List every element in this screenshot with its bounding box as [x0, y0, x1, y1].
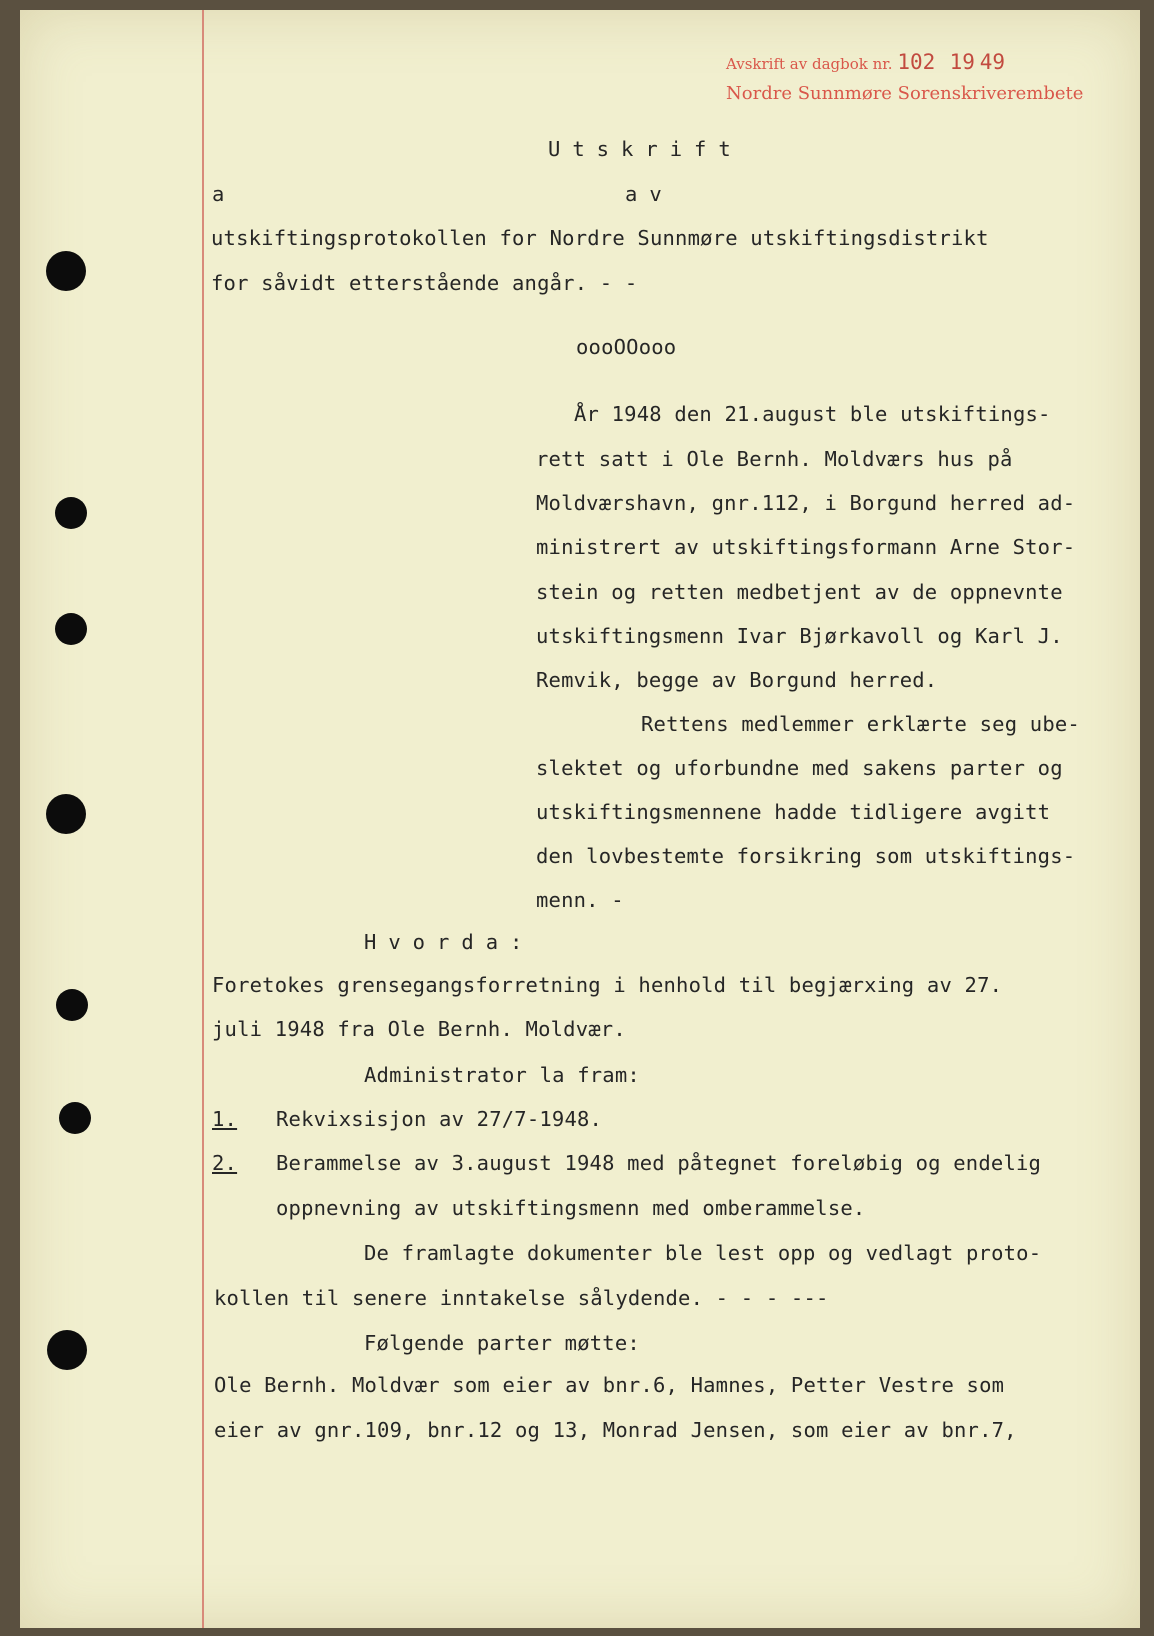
text-line: Berammelse av 3.august 1948 med påtegnet foreløbig og endelig	[276, 1151, 1042, 1175]
text-line: Ole Bernh. Moldvær som eier av bnr.6, Hamnes, Petter Vestre som	[214, 1373, 1005, 1397]
text-line: De framlagte dokumenter ble lest opp og vedlagt proto-	[364, 1241, 1042, 1265]
list-number: 1.	[212, 1107, 238, 1131]
punch-hole	[56, 989, 88, 1021]
text-line: År 1948 den 21.august ble utskiftings-	[574, 402, 1051, 426]
stamp-office: Nordre Sunnmøre Sorenskriverembete	[726, 83, 1084, 104]
text-line: Rettens medlemmer erklærte seg ube-	[641, 712, 1080, 736]
text-line: utskiftingsprotokollen for Nordre Sunnmøre utskiftingsdistrikt	[211, 226, 989, 250]
heading-letter-a: a	[212, 182, 225, 206]
stamp-year-suffix: 49	[979, 50, 1005, 74]
registry-stamp	[726, 50, 1005, 74]
document-title: Utskrift	[548, 137, 743, 161]
stamp-prefix: Avskrift av dagbok nr.	[726, 55, 893, 73]
text-line: ministrert av utskiftingsformann Arne Stor-	[536, 535, 1076, 559]
punch-hole	[46, 251, 86, 291]
document-page	[20, 10, 1140, 1628]
text-line: utskiftingsmennene hadde tidligere avgitt	[536, 800, 1051, 824]
section-heading-hvorda: Hvorda:	[364, 930, 535, 954]
text-line: Moldværshavn, gnr.112, i Borgund herred ad-	[536, 491, 1076, 515]
text-line: Følgende parter møtte:	[364, 1331, 640, 1355]
punch-hole	[47, 1330, 87, 1370]
text-line: Remvik, begge av Borgund herred.	[536, 668, 938, 692]
text-line: eier av gnr.109, bnr.12 og 13, Monrad Jensen, som eier av bnr.7,	[214, 1418, 1017, 1442]
text-line: Rekvixsisjon av 27/7-1948.	[276, 1107, 603, 1131]
punch-hole	[55, 497, 87, 529]
punch-hole	[59, 1102, 91, 1134]
text-line: den lovbestemte forsikring som utskiftings-	[536, 844, 1076, 868]
text-line: oppnevning av utskiftingsmenn med omberammelse.	[276, 1196, 866, 1220]
text-line: slektet og uforbundne med sakens parter og	[536, 756, 1063, 780]
text-line: juli 1948 fra Ole Bernh. Moldvær.	[212, 1017, 626, 1041]
margin-line	[202, 10, 204, 1628]
text-line: Administrator la fram:	[364, 1063, 640, 1087]
dagbok-number: 102	[897, 50, 936, 74]
text-line: for såvidt etterstående angår. - -	[211, 271, 638, 295]
stamp-year-prefix: 19	[949, 50, 975, 74]
text-line: Foretokes grensegangsforretning i henhold til begjærxing av 27.	[212, 973, 1003, 997]
heading-av: av	[625, 182, 674, 206]
text-line: menn. -	[536, 888, 624, 912]
text-line: rett satt i Ole Bernh. Moldværs hus på	[536, 447, 1013, 471]
list-number: 2.	[212, 1151, 238, 1175]
text-line: stein og retten medbetjent av de oppnevnte	[536, 580, 1063, 604]
punch-hole	[55, 613, 87, 645]
text-line: utskiftingsmenn Ivar Bjørkavoll og Karl J.	[536, 624, 1063, 648]
text-line: kollen til senere inntakelse sålydende. - - - ---	[214, 1286, 829, 1310]
punch-hole	[46, 794, 86, 834]
separator-line: oooOOooo	[576, 335, 677, 359]
